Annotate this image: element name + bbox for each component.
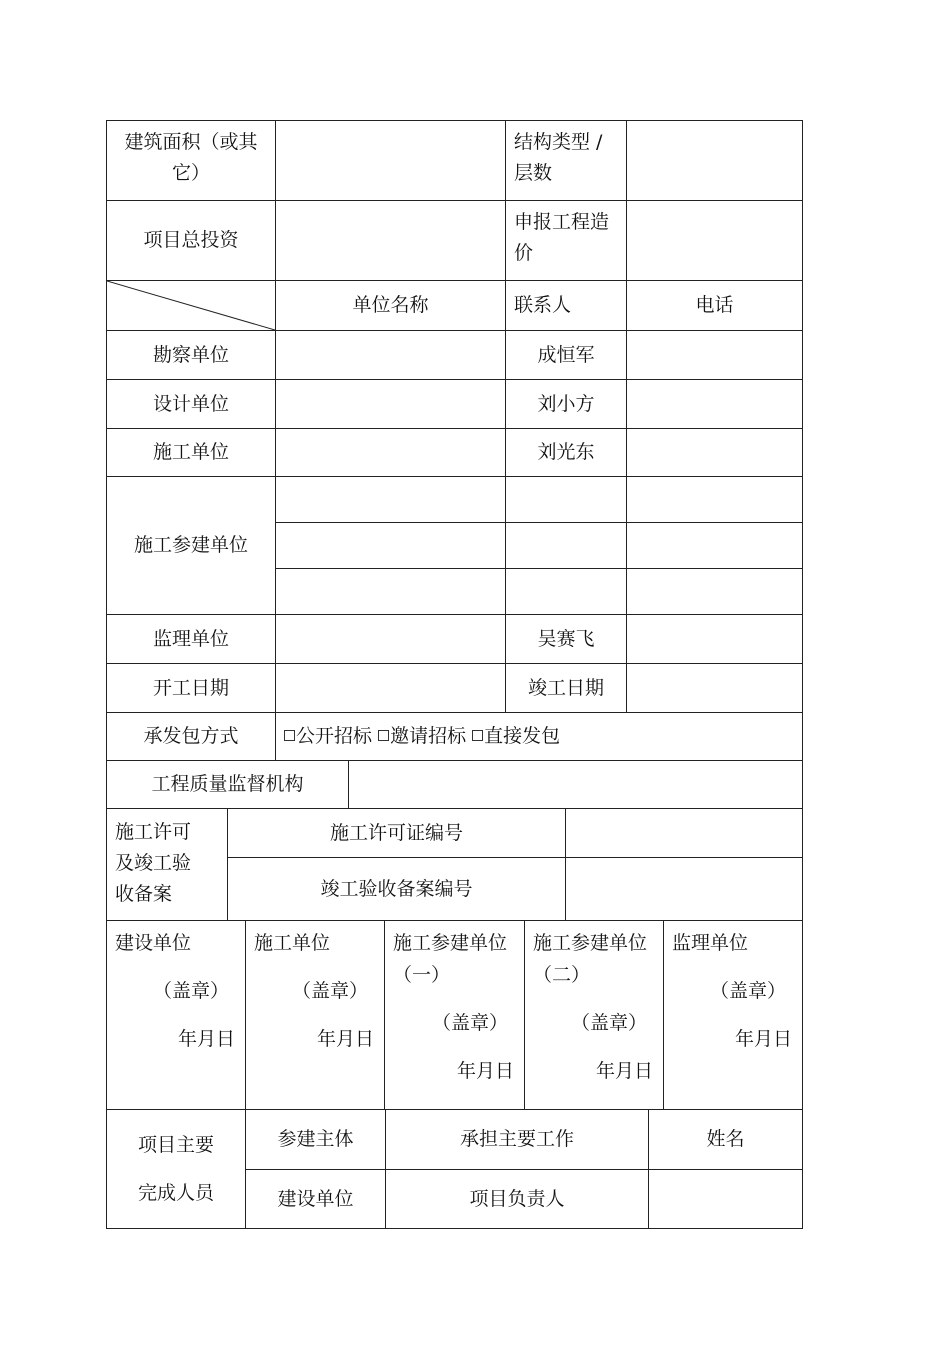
- personnel-label-line: 项目主要: [137, 1134, 214, 1156]
- participating-unit-phone-1[interactable]: [627, 477, 803, 523]
- contract-method-label: 承发包方式: [107, 713, 276, 761]
- completion-date-value[interactable]: [627, 664, 803, 713]
- total-investment-value[interactable]: [276, 201, 506, 281]
- permit-number-label: 施工许可证编号: [228, 809, 566, 857]
- seal-text: （盖章）: [152, 980, 229, 1002]
- completion-date-label: 竣工日期: [506, 664, 627, 713]
- checkbox-icon[interactable]: [378, 730, 389, 741]
- seal-date: 年月日: [595, 1060, 653, 1082]
- table-row: [107, 121, 803, 201]
- permit-label: [107, 809, 228, 920]
- design-unit-contact: 刘小方: [506, 380, 627, 429]
- seal-text: （盖章）: [291, 980, 368, 1002]
- contact-header: 联系人: [506, 281, 627, 331]
- design-unit-phone[interactable]: [627, 380, 803, 429]
- table-row: [107, 331, 803, 380]
- seal-unit-name: 建设单位: [115, 932, 192, 954]
- participating-unit-name-1[interactable]: [276, 477, 506, 523]
- table-row: [107, 615, 803, 664]
- declared-cost-value[interactable]: [627, 201, 803, 281]
- seal-cell-participating-2[interactable]: [525, 921, 664, 1110]
- building-area-label: 建筑面积（或其它）: [107, 121, 276, 201]
- structure-type-label: 结构类型 / 层数: [506, 121, 627, 201]
- seal-table: [106, 920, 803, 1110]
- building-area-value[interactable]: [276, 121, 506, 201]
- seal-cell-construction-unit[interactable]: [246, 921, 385, 1110]
- seal-cell-supervision[interactable]: [664, 921, 803, 1110]
- name-header: 姓名: [649, 1110, 803, 1170]
- table-row: [107, 429, 803, 477]
- construction-unit-contact: 刘光东: [506, 429, 627, 477]
- personnel-subject: 建设单位: [246, 1170, 386, 1229]
- quality-agency-value[interactable]: [349, 761, 802, 808]
- seal-text: （盖章）: [570, 1012, 647, 1034]
- diagonal-line: [107, 281, 275, 330]
- table-row: [107, 281, 803, 331]
- seal-cell-construction-owner[interactable]: [107, 921, 246, 1110]
- table-row: [107, 201, 803, 281]
- participating-unit-contact-3[interactable]: [506, 569, 627, 615]
- survey-unit-contact: 成恒军: [506, 331, 627, 380]
- filing-number-label: 竣工验收备案编号: [228, 858, 566, 920]
- table-row: [107, 921, 803, 1110]
- structure-type-value[interactable]: [627, 121, 803, 201]
- table-row: [107, 477, 803, 523]
- project-info-table: [106, 120, 803, 921]
- option-label: 公开招标: [296, 725, 373, 747]
- seal-date: 年月日: [734, 1028, 792, 1050]
- table-row: [107, 713, 803, 761]
- participating-unit-contact-2[interactable]: [506, 523, 627, 569]
- option-invited-tender[interactable]: [378, 725, 466, 747]
- checkbox-icon[interactable]: [284, 730, 295, 741]
- personnel-main-work: 项目负责人: [386, 1170, 649, 1229]
- seal-unit-name: 施工参建单位（一）: [393, 932, 508, 986]
- seal-text: （盖章）: [709, 980, 786, 1002]
- personnel-label-line: 完成人员: [137, 1182, 214, 1204]
- table-row: [107, 380, 803, 429]
- total-investment-label: 项目总投资: [107, 201, 276, 281]
- seal-date: 年月日: [456, 1060, 514, 1082]
- quality-agency-row: [107, 761, 803, 809]
- permit-label-line: 施工许可: [115, 821, 192, 843]
- participating-unit-name-3[interactable]: [276, 569, 506, 615]
- diagonal-header-cell: [107, 281, 276, 331]
- seal-unit-name: 施工单位: [254, 932, 331, 954]
- design-unit-label: 设计单位: [107, 380, 276, 429]
- option-open-tender[interactable]: [284, 725, 372, 747]
- option-label: 邀请招标: [390, 725, 467, 747]
- start-date-label: 开工日期: [107, 664, 276, 713]
- quality-agency-label: 工程质量监督机构: [107, 761, 349, 808]
- survey-unit-label: 勘察单位: [107, 331, 276, 380]
- personnel-label: [107, 1110, 246, 1229]
- participating-unit-contact-1[interactable]: [506, 477, 627, 523]
- supervision-unit-contact: 吴赛飞: [506, 615, 627, 664]
- personnel-name[interactable]: [649, 1170, 803, 1229]
- construction-unit-label: 施工单位: [107, 429, 276, 477]
- personnel-table: [106, 1109, 803, 1229]
- contract-method-options: [276, 713, 803, 761]
- seal-date: 年月日: [177, 1028, 235, 1050]
- start-date-value[interactable]: [276, 664, 506, 713]
- permit-label-line: 及竣工验: [115, 852, 192, 874]
- option-label: 直接发包: [484, 725, 561, 747]
- survey-unit-phone[interactable]: [627, 331, 803, 380]
- permit-number-value[interactable]: [566, 809, 802, 857]
- participating-unit-label: 施工参建单位: [107, 477, 276, 615]
- table-row: [107, 809, 803, 921]
- seal-unit-name: 监理单位: [672, 932, 749, 954]
- filing-number-value[interactable]: [566, 858, 802, 920]
- checkbox-icon[interactable]: [472, 730, 483, 741]
- table-row: [107, 1110, 803, 1170]
- construction-unit-name[interactable]: [276, 429, 506, 477]
- participating-unit-phone-3[interactable]: [627, 569, 803, 615]
- subject-header: 参建主体: [246, 1110, 386, 1170]
- table-row: [107, 761, 803, 809]
- permit-label-line: 收备案: [115, 883, 173, 905]
- design-unit-name[interactable]: [276, 380, 506, 429]
- seal-date: 年月日: [316, 1028, 374, 1050]
- unit-name-header: 单位名称: [276, 281, 506, 331]
- permit-row: [107, 809, 803, 921]
- option-direct-contract[interactable]: [472, 725, 560, 747]
- declared-cost-label: 申报工程造价: [506, 201, 627, 281]
- phone-header: 电话: [627, 281, 803, 331]
- seal-text: （盖章）: [431, 1012, 508, 1034]
- table-row: [107, 664, 803, 713]
- supervision-unit-name[interactable]: [276, 615, 506, 664]
- supervision-unit-label: 监理单位: [107, 615, 276, 664]
- participating-unit-name-2[interactable]: [276, 523, 506, 569]
- seal-cell-participating-1[interactable]: [385, 921, 525, 1110]
- seal-unit-name: 施工参建单位（二）: [533, 932, 648, 986]
- participating-unit-phone-2[interactable]: [627, 523, 803, 569]
- main-work-header: 承担主要工作: [386, 1110, 649, 1170]
- construction-unit-phone[interactable]: [627, 429, 803, 477]
- survey-unit-name[interactable]: [276, 331, 506, 380]
- supervision-unit-phone[interactable]: [627, 615, 803, 664]
